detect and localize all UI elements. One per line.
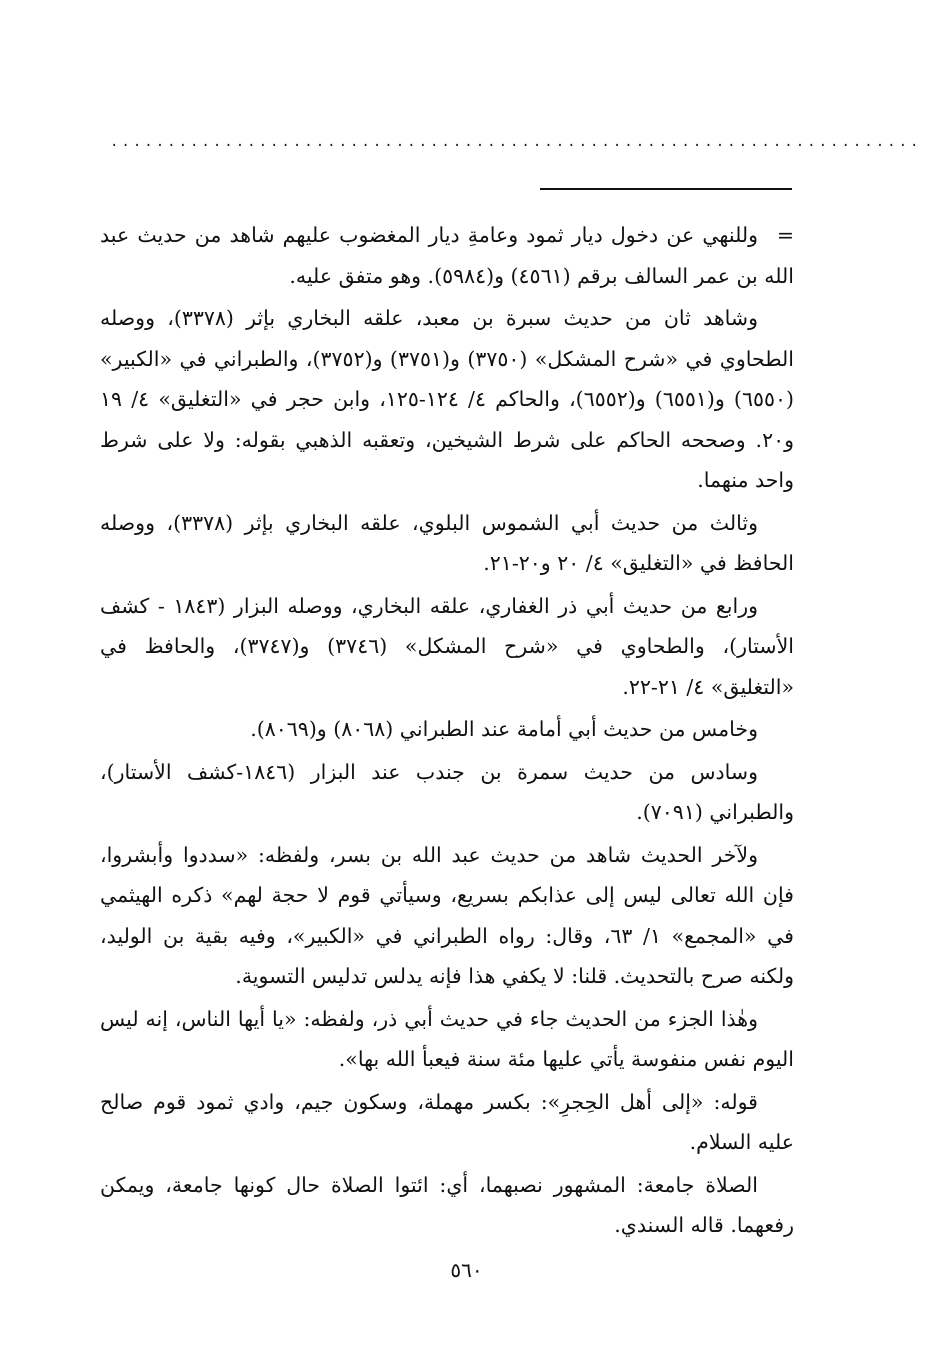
footnote-paragraph: وخامس من حديث أبي أمامة عند الطبراني (٨٠٦٨) و(٨٠٦٩). bbox=[250, 717, 758, 741]
footnote-rule bbox=[540, 188, 792, 190]
dotted-separator: ······································································· bbox=[110, 138, 922, 154]
page-number: ٥٦٠ bbox=[450, 1258, 483, 1282]
footnote-paragraph: وثالث من حديث أبي الشموس البلوي، علقه البخاري بإثر (٣٣٧٨)، ووصله الحافظ في «التغليق» ٤/ ٢٠ و٢٠-٢١. bbox=[100, 510, 794, 575]
footnote-paragraph: =وللنهي عن دخول ديار ثمود وعامةِ ديار المغضوب عليهم شاهد من حديث عبد الله بن عمر السالف برقم (٤٥٦١) و(٥٩٨٤). وهو متفق عليه. bbox=[100, 215, 794, 296]
footnote-paragraph: وسادس من حديث سمرة بن جندب عند البزار (١٨٤٦-كشف الأستار)، والطبراني (٧٠٩١). bbox=[100, 759, 794, 824]
footnote-paragraph: الصلاة جامعة: المشهور نصبهما، أي: ائتوا الصلاة حال كونها جامعة، ويمكن رفعهما. قاله السندي. bbox=[100, 1172, 794, 1237]
footnote-paragraph: وشاهد ثان من حديث سبرة بن معبد، علقه البخاري بإثر (٣٣٧٨)، ووصله الطحاوي في «شرح المشكل» (٣٧٥٠) و(٣٧٥١) و(٣٧٥٢)، والطبراني في «الكبير» (٦٥٥٠) و(٦٥٥١) و(٦٥٥٢)، والحاكم ٤/ ١٢٤-١٢٥، وابن حجر في «التغليق» ٤/ ١٩ و٢٠. وصححه الحاكم على شرط الشيخين، وتعقبه الذهبي بقوله: ولا على شرط واحد منهما. bbox=[100, 306, 794, 492]
footnote-paragraph: ولآخر الحديث شاهد من حديث عبد الله بن بسر، ولفظه: «سددوا وأبشروا، فإن الله تعالى ليس إلى عذابكم بسريع، وسيأتي قوم لا حجة لهم» ذكره الهيثمي في «المجمع» ١/ ٦٣، وقال: رواه الطبراني في «الكبير»، وفيه بقية بن الوليد، ولكنه صرح بالتحديث. قلنا: لا يكفي هذا فإنه يدلس تدليس التسوية. bbox=[100, 842, 794, 988]
footnote-paragraph: وهٰذا الجزء من الحديث جاء في حديث أبي ذر، ولفظه: «يا أيها الناس، إنه ليس اليوم نفس منفوسة يأتي عليها مئة سنة فيعبأ الله بها». bbox=[100, 1006, 794, 1071]
continuation-mark: = bbox=[776, 223, 794, 247]
footnote-paragraph: قوله: «إلى أهل الحِجرِ»: بكسر مهملة، وسكون جيم، وادي ثمود قوم صالح عليه السلام. bbox=[100, 1089, 794, 1154]
footnote-paragraph: ورابع من حديث أبي ذر الغفاري، علقه البخاري، ووصله البزار (١٨٤٣ - كشف الأستار)، والطحاوي في «شرح المشكل» (٣٧٤٦) و(٣٧٤٧)، والحافظ في «التغليق» ٤/ ٢١-٢٢. bbox=[100, 593, 794, 699]
footnote-text bbox=[100, 215, 794, 1248]
